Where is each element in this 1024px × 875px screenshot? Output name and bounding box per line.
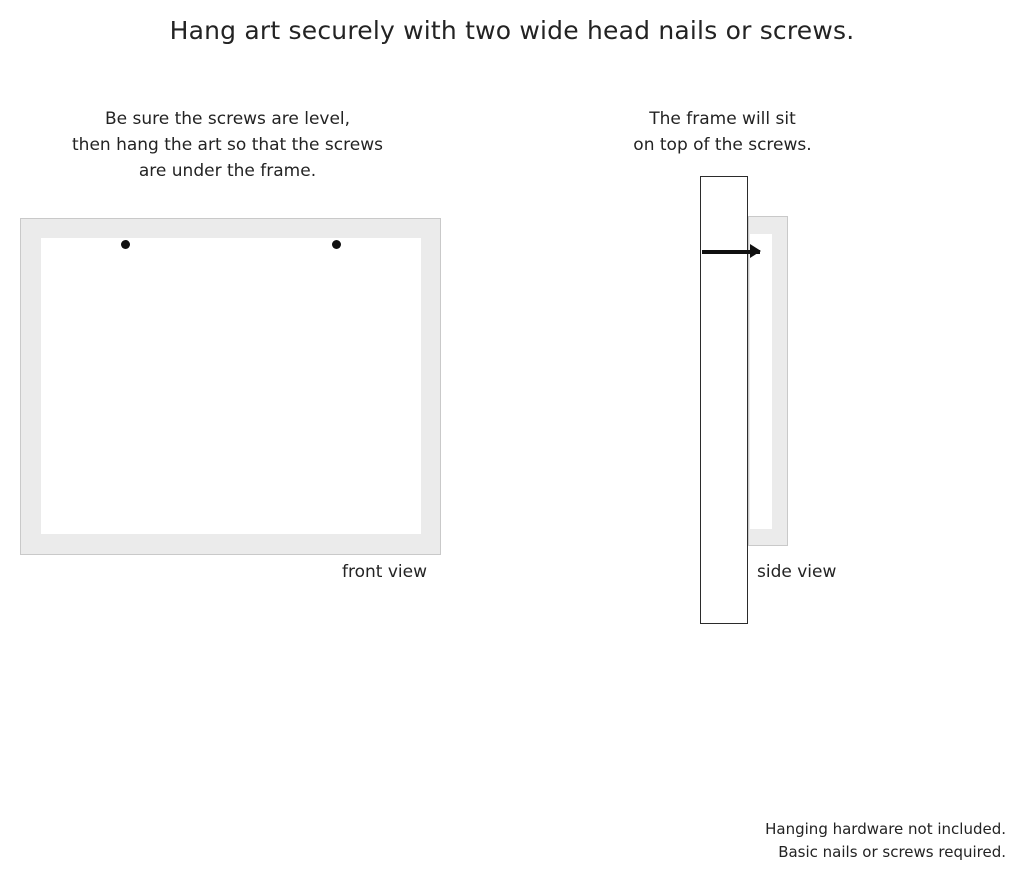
side-view-label: side view — [757, 562, 837, 582]
side-view-caption-line-1: The frame will sit — [649, 109, 796, 129]
wall-side — [700, 176, 748, 624]
picture-mat-front — [41, 238, 421, 534]
front-view-label: front view — [342, 562, 427, 582]
side-view-illustration — [690, 170, 890, 630]
front-view-caption-line-2: then hang the art so that the screws — [72, 135, 383, 155]
screw-dot-left — [121, 240, 130, 249]
screw-dot-right — [332, 240, 341, 249]
picture-mat-side — [750, 234, 772, 529]
footer-note-line-2: Basic nails or screws required. — [778, 843, 1006, 861]
side-view-caption — [560, 106, 885, 158]
front-view-illustration — [20, 218, 441, 555]
footer-note-line-1: Hanging hardware not included. — [765, 820, 1006, 838]
front-view-caption — [30, 106, 425, 184]
front-view-caption-line-3: are under the frame. — [138, 161, 317, 181]
footer-note — [526, 818, 1006, 864]
front-view-caption-line-1: Be sure the screws are level, — [104, 109, 351, 129]
side-view-caption-line-2: on top of the screws. — [633, 135, 812, 155]
page-title: Hang art securely with two wide head nails or screws. — [169, 16, 855, 45]
nail-head-icon — [750, 244, 761, 258]
